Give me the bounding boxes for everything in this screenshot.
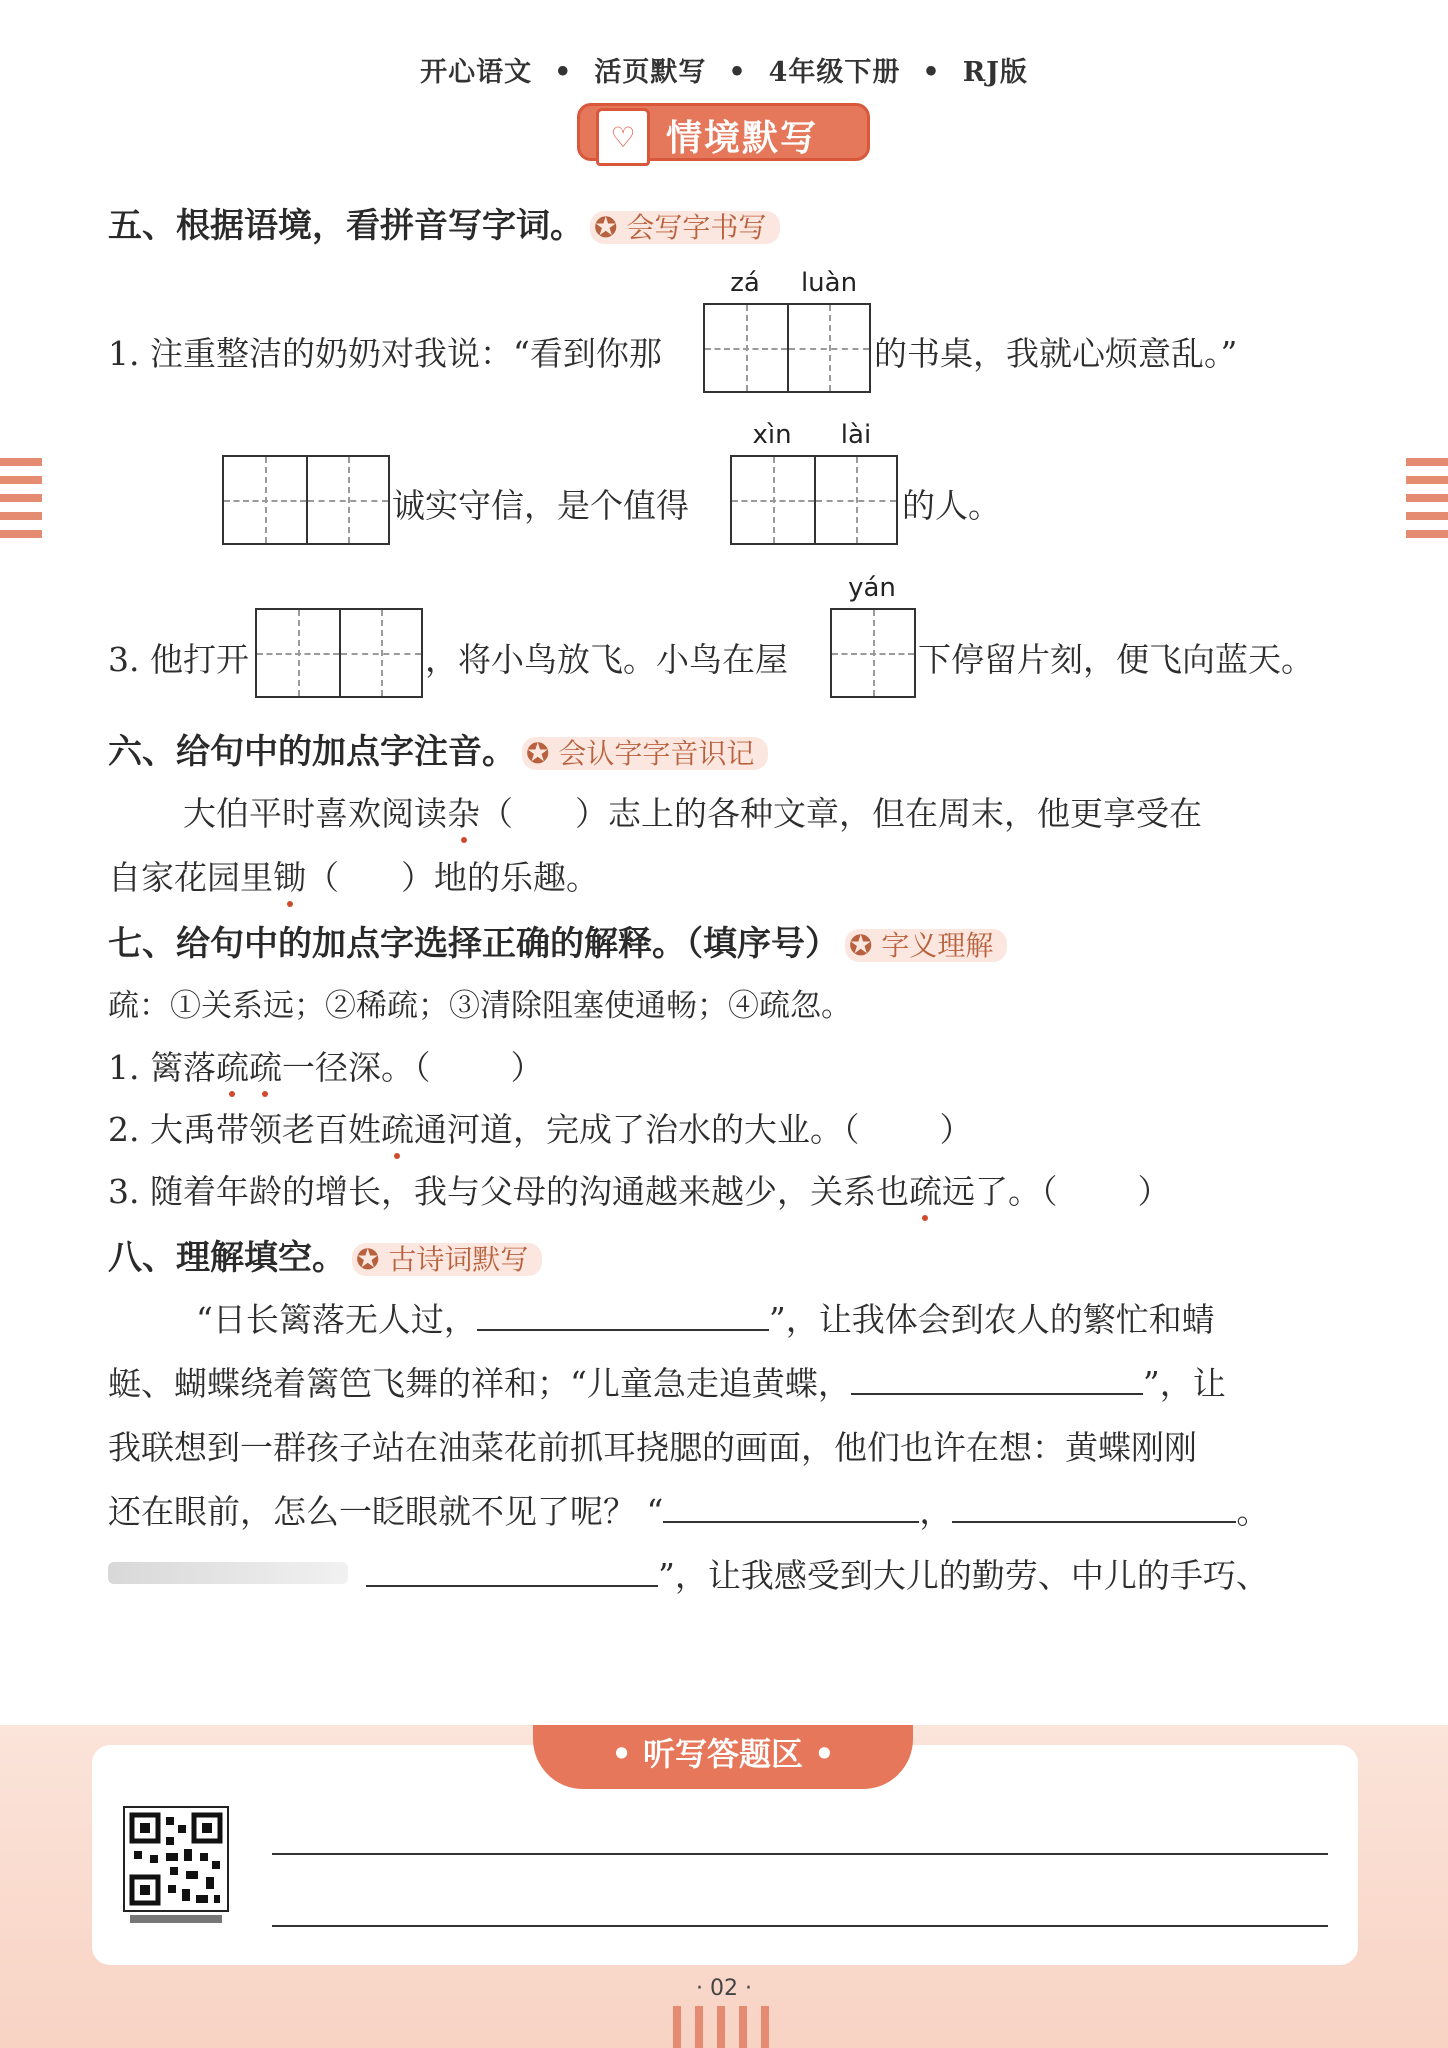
q3-prefix: 3. 他打开 [108,640,249,679]
section8-line3: 我联想到一群孩子站在油菜花前抓耳挠腮的画面，他们也许在想：黄蝶刚刚 [108,1428,1197,1467]
poem-blank-2[interactable] [851,1365,1143,1395]
dictation-line-2[interactable] [272,1925,1328,1927]
q3-answer-grid-1[interactable] [255,608,423,698]
q1-prefix: 1. 注重整洁的奶奶对我说：“看到你那 [108,334,662,373]
section7-q3: 3. 随着年龄的增长，我与父母的沟通越来越少，关系也疏远了。（ ） [108,1172,1171,1211]
poem-blank-3[interactable] [663,1493,919,1523]
poem-blank-1[interactable] [477,1301,769,1331]
section6-line1: 大伯平时喜欢阅读杂（ ）志上的各种文章，但在周末，他更享受在 [183,794,1202,833]
header-book: 开心语文 [420,57,533,88]
section7-q2: 2. 大禹带领老百姓疏通河道，完成了治水的大业。（ ） [108,1110,973,1149]
blurred-text [108,1562,348,1584]
dotted-char-za: 杂 [447,794,480,833]
section-banner [577,103,870,161]
poem-blank-5[interactable] [366,1557,658,1587]
qr-code-icon[interactable] [122,1805,230,1927]
heart-bookmark-icon: ♡ [596,108,650,166]
section5-heading: 五、根据语境，看拼音写字词。 ✪ 会写字书写 [108,198,780,247]
section8-hint: ✪ 古诗词默写 [352,1243,542,1276]
pinyin-xin: xìn [752,420,792,450]
banner-title: 情境默写 [666,118,819,159]
poem-blank-4[interactable] [952,1493,1236,1523]
section8-line1: “日长篱落无人过， ”，让我体会到农人的繁忙和蜻 [196,1300,1215,1339]
section5-hint: ✪ 会写字书写 [590,211,780,244]
dictation-line-1[interactable] [272,1853,1328,1855]
header-edition: RJ版 [962,57,1028,88]
header-series: 活页默写 [594,57,707,88]
section8-line4: 还在眼前，怎么一眨眼就不见了呢？ “ ， 。 [108,1492,1270,1531]
q1-suffix: 的书桌，我就心烦意乱。” [874,334,1238,373]
q2-middle: 诚实守信，是个值得 [392,486,689,525]
bottom-edge-marks [673,2006,783,2048]
left-edge-marks [0,458,42,548]
page-number: · 02 · [696,1976,752,2001]
q3-middle: ，将小鸟放飞。小鸟在屋 [425,640,788,679]
right-edge-marks [1406,458,1448,548]
page-header: 开心语文 • 活页默写 • 4年级下册 • RJ版 [420,57,1028,88]
q1-answer-grid[interactable] [703,303,871,393]
dotted-char-chu: 锄 [273,858,306,897]
dictation-title: • 听写答题区 • [533,1725,913,1789]
q3-answer-grid-2[interactable] [830,608,916,698]
section6-hint: ✪ 会认字字音识记 [522,737,768,770]
pinyin-luan: luàn [800,268,858,298]
header-grade: 4年级下册 [768,57,901,88]
section8-heading: 八、理解填空。 ✪ 古诗词默写 [108,1230,542,1279]
section8-line5: ”，让我感受到大儿的勤劳、中儿的手巧、 [366,1550,1269,1597]
section6-heading: 六、给句中的加点字注音。 ✪ 会认字字音识记 [108,724,768,773]
section7-definitions: 疏：①关系远；②稀疏；③清除阻塞使通畅；④疏忽。 [108,988,852,1024]
section7-q1: 1. 篱落疏疏一径深。（ ） [108,1048,544,1087]
pinyin-za: zá [730,268,760,298]
section6-line2: 自家花园里锄（ ）地的乐趣。 [108,858,599,897]
section7-heading: 七、给句中的加点字选择正确的解释。（填序号） ✪ 字义理解 [108,916,1007,965]
q3-suffix: 下停留片刻，便飞向蓝天。 [918,640,1314,679]
q2-answer-grid-1[interactable] [222,455,390,545]
q2-answer-grid-2[interactable] [730,455,898,545]
section6-blank-2[interactable] [339,859,401,889]
section8-line2: 蜓、蝴蝶绕着篱笆飞舞的祥和；“儿童急走追黄蝶， ”，让 [108,1364,1226,1403]
pinyin-lai: lài [840,420,872,450]
section7-hint: ✪ 字义理解 [845,929,1007,962]
q2-suffix: 的人。 [902,486,1001,525]
pinyin-yan: yán [848,573,896,603]
section6-blank-1[interactable] [513,795,575,825]
